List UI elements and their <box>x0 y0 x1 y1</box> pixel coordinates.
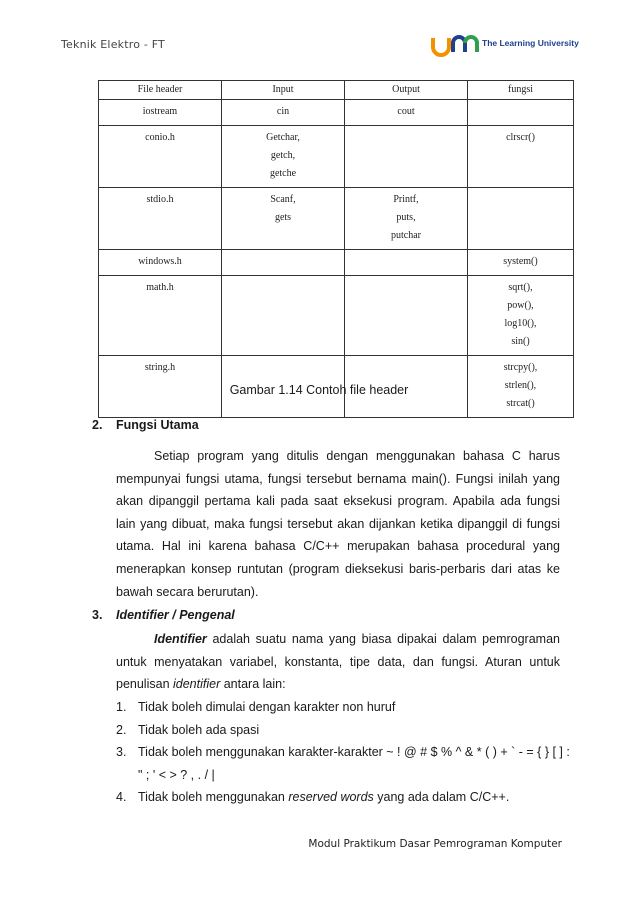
cell-output <box>345 126 468 188</box>
column-header: Input <box>222 81 345 100</box>
cell-line: cin <box>276 106 290 117</box>
section-3-heading <box>92 608 235 622</box>
figure-caption: Gambar 1.14 Contoh file header <box>229 383 409 397</box>
file-header-table <box>98 80 574 418</box>
list-item <box>116 786 576 809</box>
cell-file-header: conio.h <box>99 126 222 188</box>
table-row <box>99 276 574 356</box>
running-header: Teknik Elektro - FT <box>61 38 165 51</box>
list-text: Tidak boleh ada spasi <box>138 722 260 737</box>
cell-line: putchar <box>391 230 421 241</box>
cell-line: puts, <box>396 212 416 223</box>
cell-fungsi <box>468 188 574 250</box>
cell-line: sqrt(), <box>508 282 533 293</box>
cell-line: getch, <box>270 150 296 161</box>
table-row <box>99 250 574 276</box>
table-row <box>99 100 574 126</box>
cell-file-header: windows.h <box>99 250 222 276</box>
cell-line: Printf, <box>393 194 419 205</box>
cell-fungsi <box>468 100 574 126</box>
section-2-heading <box>92 418 199 432</box>
section-title: Identifier / Pengenal <box>116 608 235 622</box>
cell-output <box>345 100 468 126</box>
running-footer: Modul Praktikum Dasar Pemrograman Komputer <box>308 838 562 850</box>
cell-input <box>222 126 345 188</box>
list-text: Tidak boleh menggunakan karakter-karakter ~ ! @ # $ % ^ & * ( ) + ` - = { } [ ] : " ; ' < > ? , . / | <box>138 745 570 782</box>
cell-output <box>345 276 468 356</box>
logo-text: The Learning University <box>482 38 579 48</box>
paragraph-text: adalah suatu nama yang biasa dipakai dalam pemrograman untuk menyatakan variabel, konstanta, tipe data, dan fungsi. Aturan untuk penulisan <box>116 632 560 692</box>
cell-input <box>222 250 345 276</box>
column-header: File header <box>99 81 222 100</box>
list-number: 4. <box>116 790 127 805</box>
table-row <box>99 126 574 188</box>
identifier-italic: identifier <box>173 677 221 692</box>
identifier-rules-list <box>116 696 576 809</box>
cell-line: pow(), <box>507 300 534 311</box>
section-2-paragraph <box>116 445 560 603</box>
section-3-paragraph <box>116 628 560 696</box>
column-header: Output <box>345 81 468 100</box>
reserved-words-term: reserved words <box>288 790 374 805</box>
list-number: 2. <box>116 722 127 737</box>
cell-line: Getchar, <box>266 132 300 143</box>
cell-output <box>345 250 468 276</box>
cell-line: clrscr() <box>506 132 535 143</box>
list-text-end: yang ada dalam C/C++. <box>373 790 510 805</box>
cell-line: strcat() <box>506 398 535 409</box>
cell-line: strlen(), <box>504 380 537 391</box>
column-header: fungsi <box>468 81 574 100</box>
cell-line: Scanf, <box>270 194 296 205</box>
cell-input <box>222 100 345 126</box>
list-item <box>116 696 576 719</box>
cell-line: log10(), <box>504 318 537 329</box>
table-body <box>99 100 574 418</box>
table-header-row <box>99 81 574 100</box>
cell-fungsi <box>468 276 574 356</box>
cell-line: gets <box>274 212 292 223</box>
cell-line: getche <box>269 168 297 179</box>
list-number: 3. <box>116 745 127 760</box>
cell-file-header: string.h <box>99 356 222 418</box>
section-number: 3. <box>92 608 103 622</box>
paragraph-text-end: antara lain: <box>220 677 286 692</box>
list-text: Tidak boleh dimulai dengan karakter non huruf <box>138 700 396 714</box>
list-number: 1. <box>116 700 127 714</box>
paragraph-text: Setiap program yang ditulis dengan menggunakan bahasa C harus mempunyai fungsi utama, fungsi tersebut bernama main(). Fungsi inilah yang akan dipanggil pertama kali pada saat eksekusi program. Apabila ada fungsi lain yang dibuat, maka fungsi tersebut akan dijankan ketika dipanggil di fungsi utama. Hal ini karena bahasa C/C++ merupakan bahasa procedural yang menerapkan konsep runtutan (program dieksekusi baris-perbaris dari atas ke bawah secara berurutan). <box>116 449 560 599</box>
cell-input <box>222 276 345 356</box>
section-title: Fungsi Utama <box>116 418 199 432</box>
identifier-term: Identifier <box>154 632 207 646</box>
cell-line: cout <box>397 106 415 117</box>
cell-fungsi <box>468 250 574 276</box>
cell-input <box>222 188 345 250</box>
list-item <box>116 741 576 786</box>
section-number: 2. <box>92 418 103 432</box>
cell-line: sin() <box>511 336 530 347</box>
cell-fungsi <box>468 126 574 188</box>
table-row <box>99 188 574 250</box>
cell-line: system() <box>503 256 538 267</box>
cell-file-header: iostream <box>99 100 222 126</box>
cell-file-header: stdio.h <box>99 188 222 250</box>
cell-line: strcpy(), <box>503 362 538 373</box>
list-item <box>116 719 576 742</box>
cell-file-header: math.h <box>99 276 222 356</box>
cell-output <box>345 188 468 250</box>
list-text: Tidak boleh menggunakan <box>138 790 289 805</box>
